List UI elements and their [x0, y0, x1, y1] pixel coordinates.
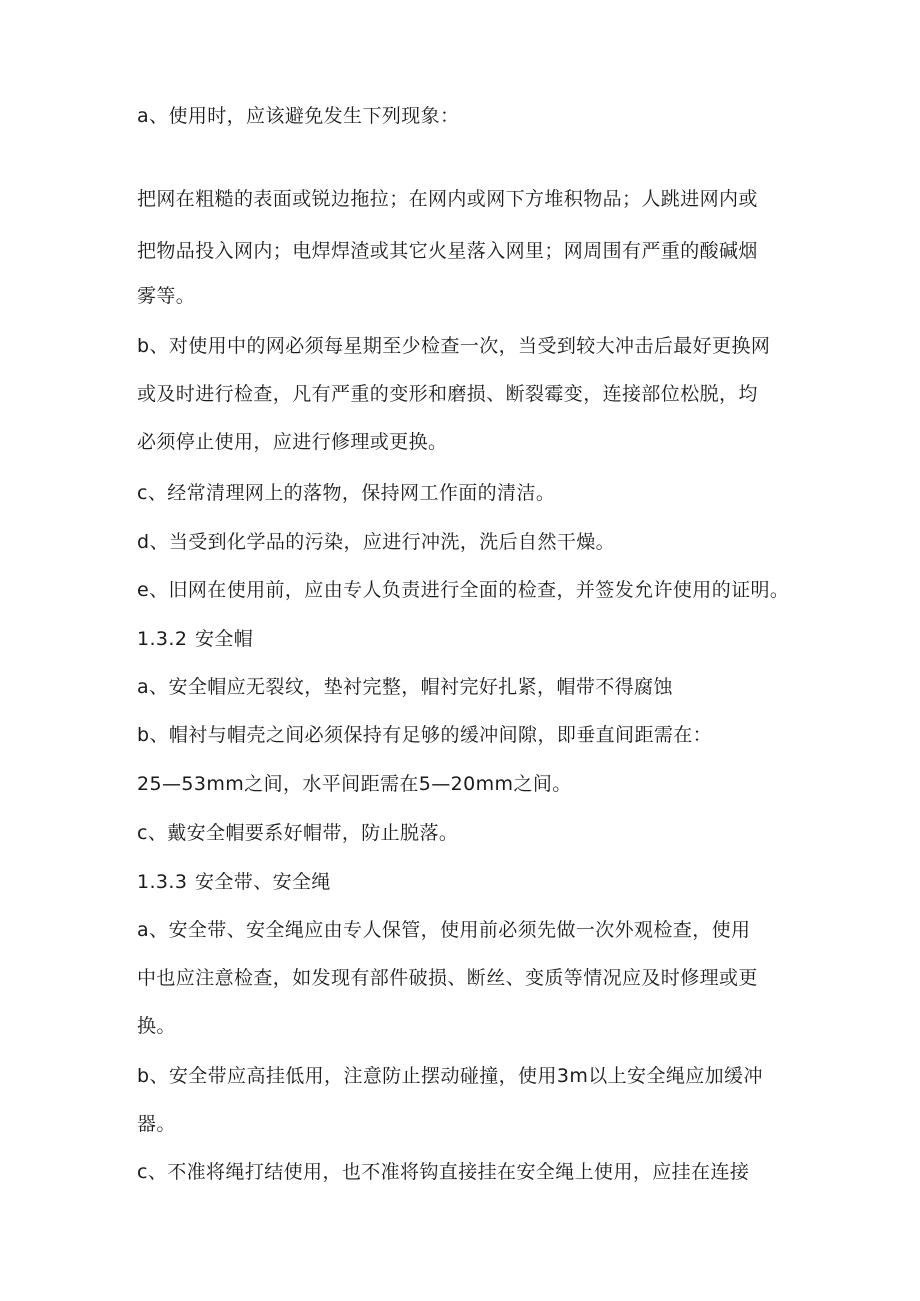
section-number: 1.3.3	[137, 871, 188, 893]
text-line: 雾等。	[137, 285, 196, 307]
text-line: 25—53mm之间，水平间距需在5—20mm之间。	[137, 773, 572, 795]
text-line: 换。	[137, 1015, 176, 1037]
section-heading	[137, 870, 331, 894]
text-line: c、不准将绳打结使用，也不准将钩直接挂在安全绳上使用，应挂在连接	[137, 1161, 750, 1183]
text-line: 器。	[137, 1113, 176, 1135]
text-line: a、使用时，应该避免发生下列现象：	[137, 105, 460, 127]
text-line: 必须停止使用，应进行修理或更换。	[137, 431, 448, 453]
text-line: e、旧网在使用前，应由专人负责进行全面的检查，并签发允许使用的证明。	[137, 579, 790, 601]
text-line: b、安全带应高挂低用，注意防止摆动碰撞，使用3m以上安全绳应加缓冲	[137, 1065, 763, 1087]
text-line: 中也应注意检查，如发现有部件破损、断丝、变质等情况应及时修理或更	[137, 967, 758, 989]
text-line: c、经常清理网上的落物，保持网工作面的清洁。	[137, 482, 556, 504]
section-title: 安全帽	[195, 628, 254, 650]
text-line: 或及时进行检查，凡有严重的变形和磨损、断裂霉变，连接部位松脱，均	[137, 383, 758, 405]
section-title: 安全带、安全绳	[195, 871, 331, 893]
text-line: d、当受到化学品的污染，应进行冲洗，洗后自然干燥。	[137, 531, 616, 553]
text-line: b、帽衬与帽壳之间必须保持有足够的缓冲间隙，即垂直间距需在：	[137, 724, 713, 746]
text-line: b、对使用中的网必须每星期至少检查一次，当受到较大冲击后最好更换网	[137, 335, 771, 357]
text-line: c、戴安全帽要系好帽带，防止脱落。	[137, 822, 459, 844]
section-heading	[137, 627, 253, 651]
text-line: 把网在粗糙的表面或锐边拖拉；在网内或网下方堆积物品；人跳进网内或	[137, 188, 758, 210]
text-line: 把物品投入网内；电焊焊渣或其它火星落入网里；网周围有严重的酸碱烟	[137, 240, 758, 262]
text-line: a、安全帽应无裂纹，垫衬完整，帽衬完好扎紧，帽带不得腐蚀	[137, 676, 673, 698]
section-number: 1.3.2	[137, 628, 188, 650]
text-line: a、安全带、安全绳应由专人保管，使用前必须先做一次外观检查，使用	[137, 919, 751, 941]
